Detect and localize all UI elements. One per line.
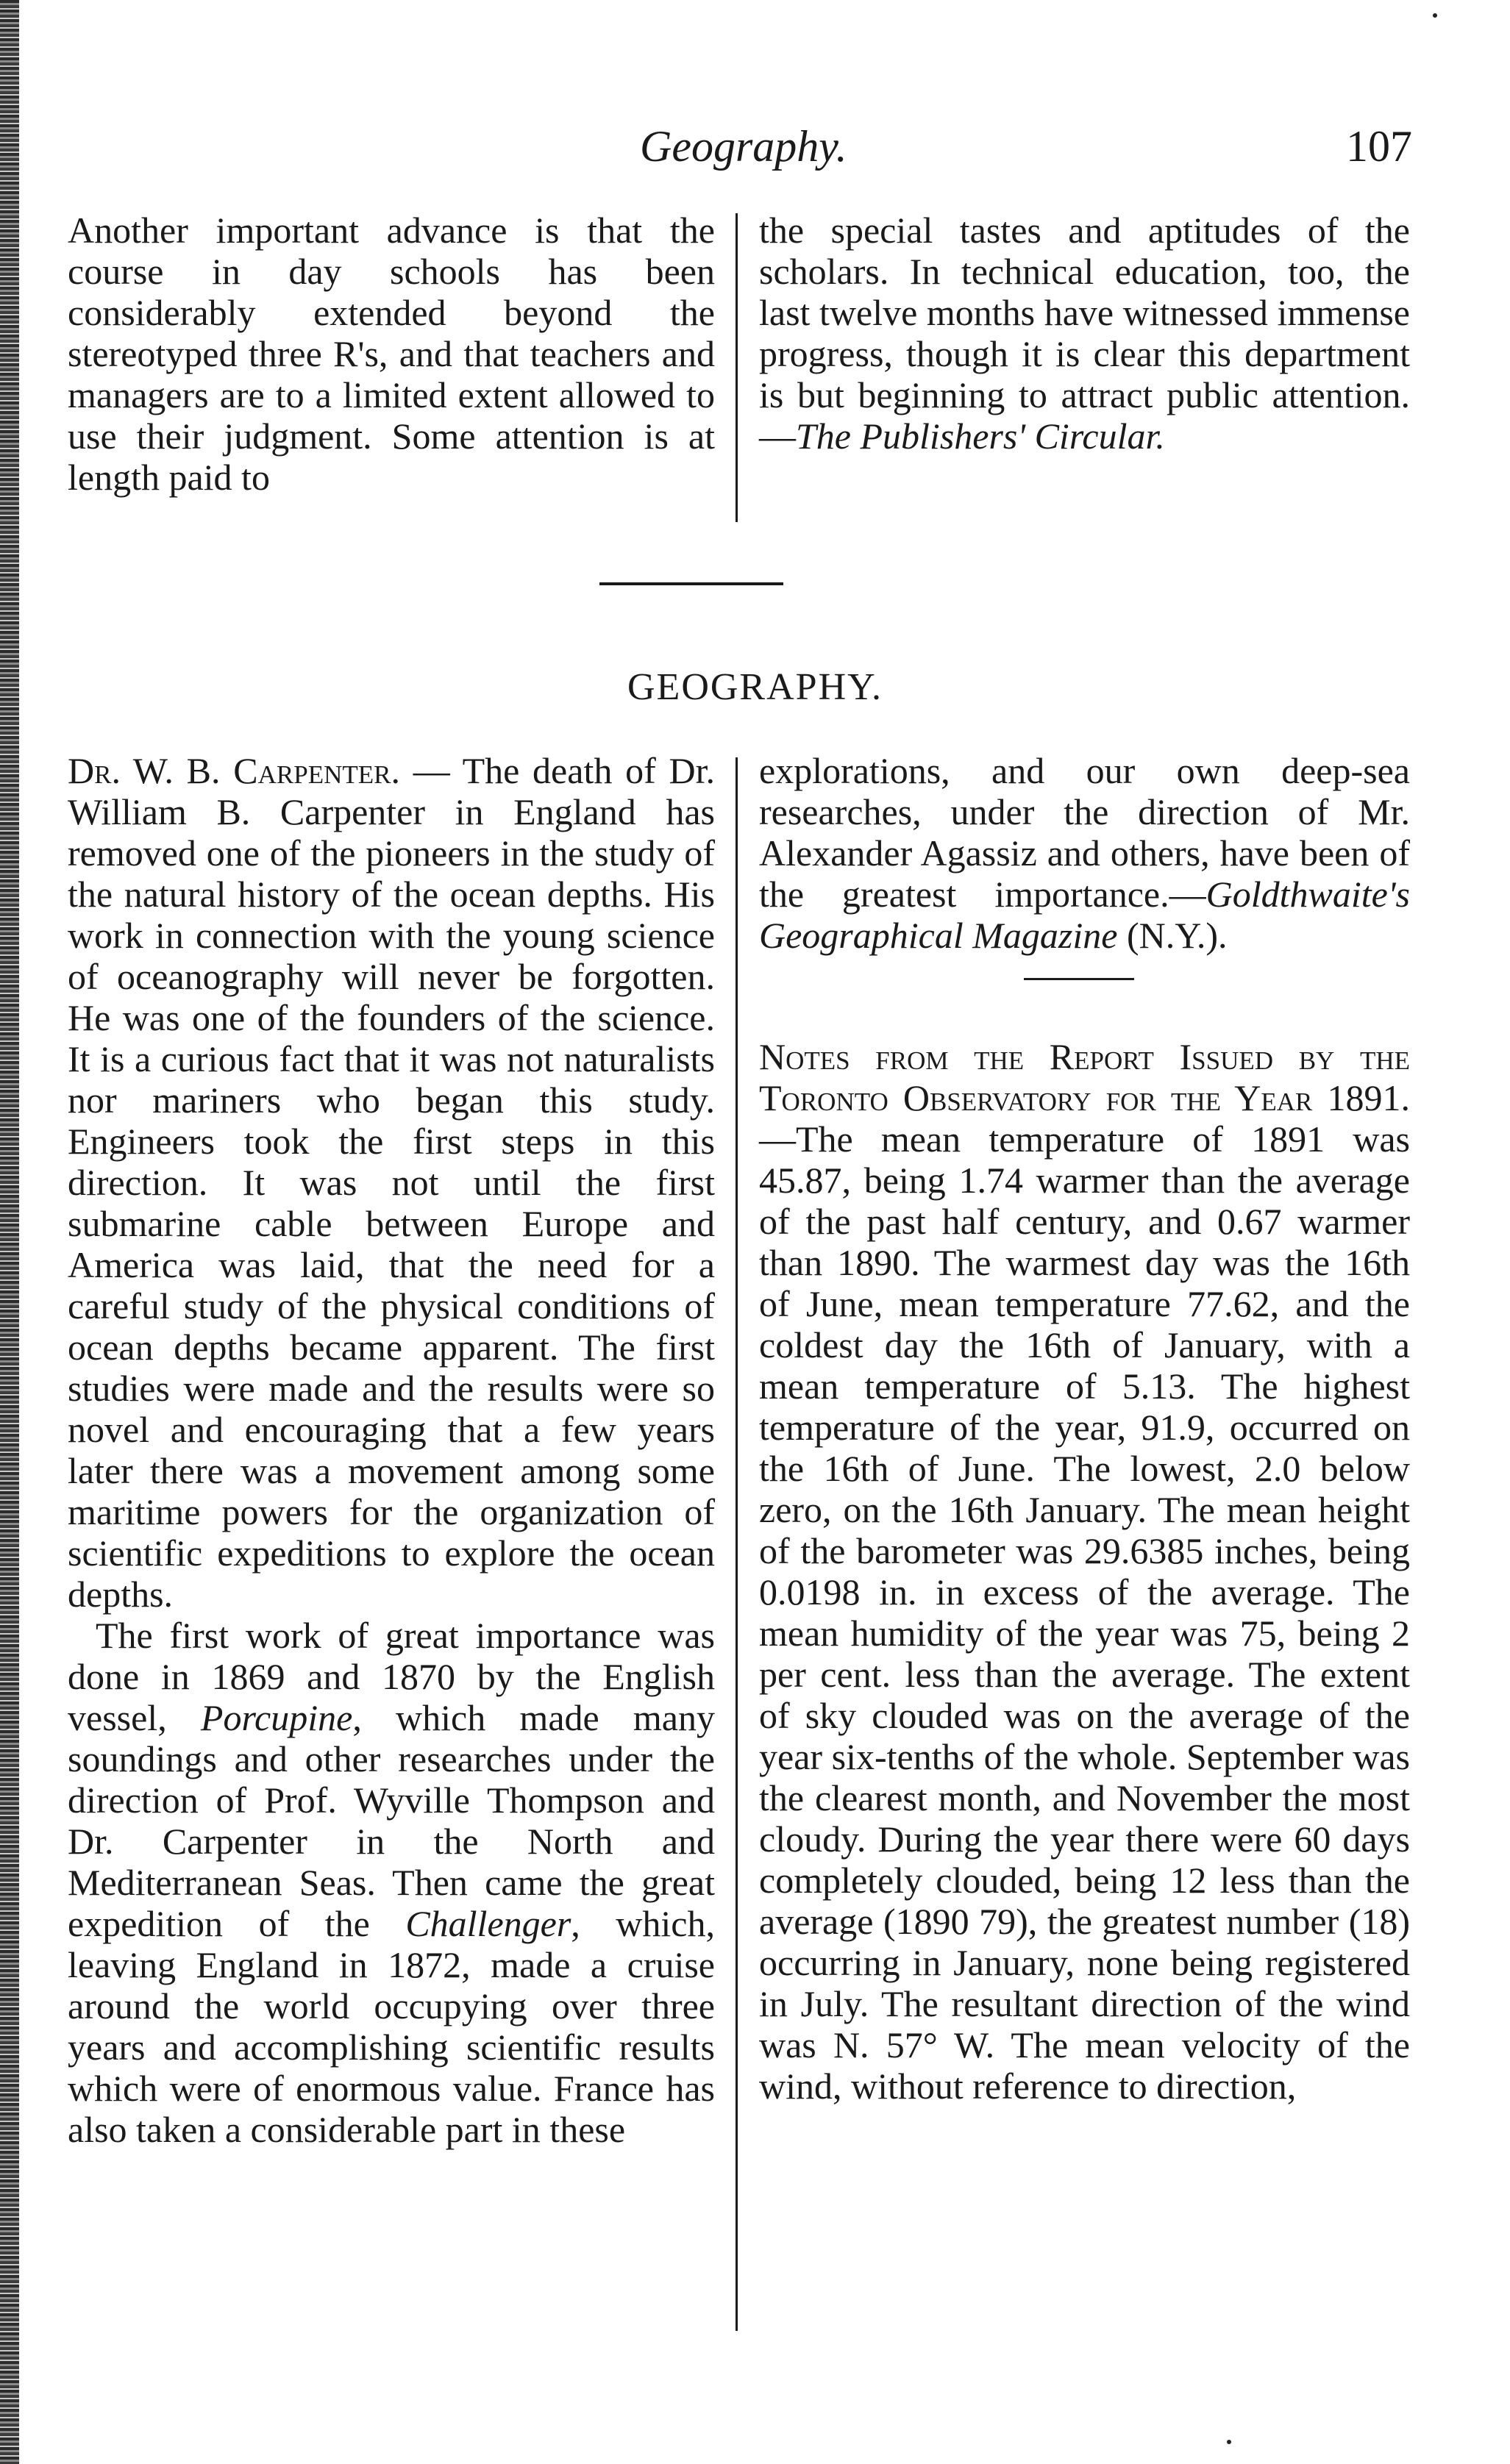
first-work-paragraph: [68, 1615, 715, 2150]
first-work-text-a: The first work of great importance was done in 1869 and 1870 by the English vessel,: [68, 1615, 715, 1738]
speck-mark: [1433, 13, 1437, 18]
top-right-paragraph: [759, 210, 1410, 457]
carpenter-source: Goldthwaite's Geographical Magazine: [759, 874, 1410, 956]
carpenter-cont-text: explorations, and our own deep-sea researches, under the direction of Mr. Alexander Agassiz and others, have been of the greatest importance.—: [759, 750, 1410, 915]
carpenter-heading: Dr. W. B. Carpenter.: [68, 750, 400, 791]
top-right-text: the special tastes and aptitudes of the scholars. In technical education, too, the last twelve months have witnessed immense progress, though it is clear this department is but beginning to attract public attention.—: [759, 210, 1410, 457]
top-right-column: [759, 210, 1410, 457]
column-divider-top: [736, 213, 738, 522]
main-left-column: [68, 750, 715, 2150]
top-left-paragraph: Another important advance is that the course in day schools has been considerably extended beyond the stereotyped three R's, and that teachers and managers are to a limited extent allowed to use their judgment. Some attention is at length paid to: [68, 210, 715, 498]
top-right-source: The Publishers' Circular.: [796, 415, 1165, 457]
toronto-heading: Notes from the Report Issued by the Toronto Observatory for the Year 1891.: [759, 1036, 1410, 1118]
carpenter-source-suffix: (N.Y.).: [1117, 915, 1228, 956]
first-work-text-b: , which made many soundings and other researches under the direction of Prof. Wyville Thompson and Dr. Carpenter in the North and Mediterranean Seas. Then came the great expedition of the: [68, 1697, 715, 1944]
running-title: Geography.: [640, 122, 847, 171]
article-separator-rule: [1024, 978, 1134, 980]
carpenter-paragraph: [68, 750, 715, 1615]
main-right-column: [759, 750, 1410, 2107]
page-binding-edge: [0, 0, 19, 2464]
toronto-body: —The mean temperature of 1891 was 45.87, being 1.74 warmer than the average of the past half century, and 0.67 warmer than 1890. The warmest day was the 16th of June, mean temperature 77.62, and the coldest day the 16th of January, with a mean temperature of 5.13. The highest temperature of the year, 91.9, occurred on the 16th of June. The lowest, 2.0 below zero, on the 16th January. The mean height of the barometer was 29.6385 inches, being 0.0198 in. in excess of the average. The mean humidity of the year was 75, being 2 per cent. less than the average. The extent of sky clouded was on the average of the year six-tenths of the whole. September was the clearest month, and November the most cloudy. During the year there were 60 days completely clouded, being 12 less than the average (1890 79), the greatest number (18) occurring in January, none being registered in July. The resultant direction of the wind was N. 57° W. The mean velocity of the wind, without reference to direction,: [759, 1118, 1410, 2107]
first-work-text-c: , which, leaving England in 1872, made a cruise around the world occupying over three years and accomplishing scientific results which were of enormous value. France has also taken a considerable part in these: [68, 1903, 715, 2150]
page-number: 107: [1346, 122, 1412, 171]
speck-mark: [1227, 2440, 1231, 2444]
column-divider-main: [736, 757, 738, 2331]
ship-porcupine: Porcupine: [200, 1697, 353, 1738]
top-left-column: [68, 210, 715, 498]
section-divider-rule: [599, 582, 783, 585]
carpenter-continuation: [759, 750, 1410, 956]
carpenter-body: — The death of Dr. William B. Carpenter in England has removed one of the pioneers in the study of the natural history of the ocean depths. His work in connection with the young science of oceanography will never be forgotten. He was one of the founders of the science. It is a curious fact that it was not naturalists nor mariners who began this study. Engineers took the first steps in this direction. It was not until the first submarine cable between Europe and America was laid, that the need for a careful study of the physical conditions of ocean depths became apparent. The first studies were made and the results were so novel and encouraging that a few years later there was a movement among some maritime powers for the organization of scientific expeditions to explore the ocean depths.: [68, 750, 715, 1615]
running-head: [0, 121, 1510, 180]
toronto-paragraph: [759, 1036, 1410, 2107]
section-title: GEOGRAPHY.: [627, 666, 883, 708]
ship-challenger: Challenger: [405, 1903, 571, 1944]
